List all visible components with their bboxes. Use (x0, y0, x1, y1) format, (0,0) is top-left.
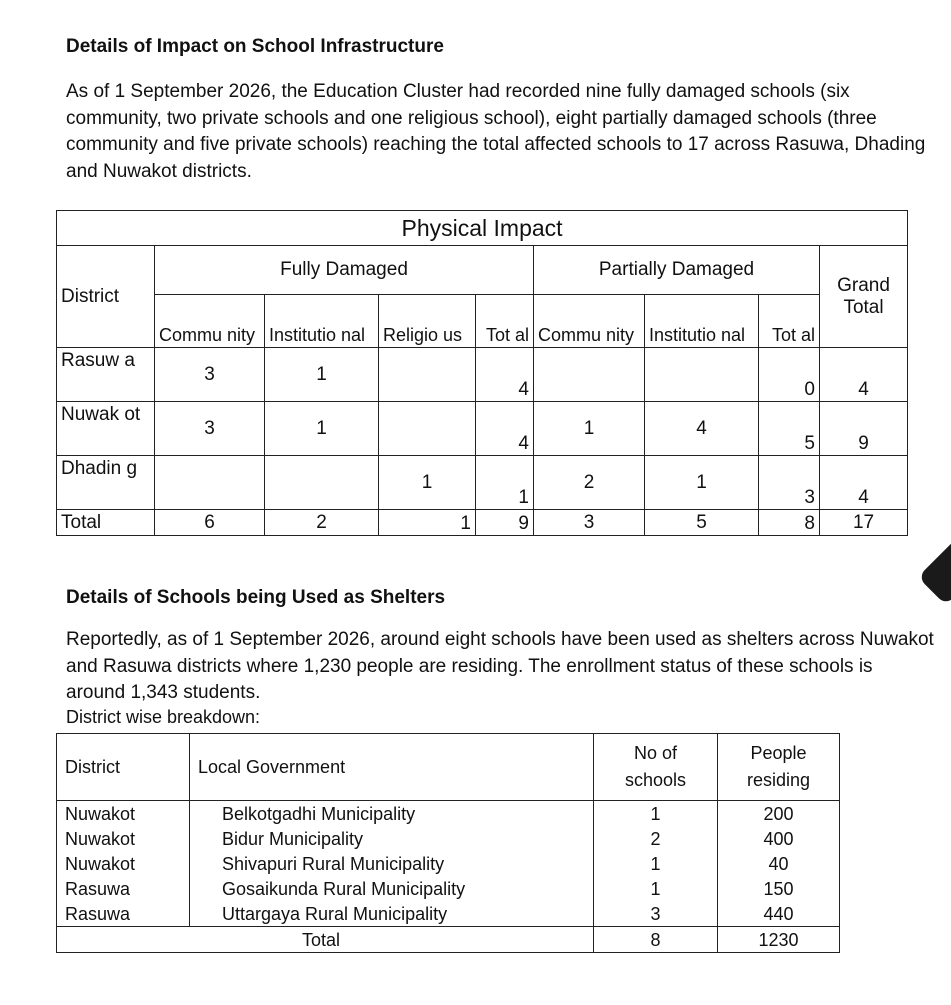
value-cell: 1 (645, 456, 759, 510)
total-cell: 3 (534, 510, 645, 536)
total-label: Total (57, 510, 155, 536)
grand-total-cell: 17 (820, 510, 908, 536)
value-cell (645, 348, 759, 402)
value-cell: 0 (759, 348, 820, 402)
value-cell (534, 348, 645, 402)
district-header: District (57, 246, 155, 348)
table-row (57, 801, 840, 827)
value-cell (379, 348, 476, 402)
total-row (57, 927, 840, 953)
pd-total-header: Tot al (759, 295, 820, 348)
shelter-table (56, 733, 840, 953)
impact-paragraph: As of 1 September 2026, the Education Cluster had recorded nine fully damaged schools (six community, two private schools and one religious school), eight partially damaged schools (three community and five private schools) reaching the total affected schools to 17 across Rasuwa, Dhading and Nuwakot districts. (66, 81, 926, 182)
value-cell: 2 (534, 456, 645, 510)
district-cell: Nuwakot (57, 801, 190, 827)
district-cell: Nuwak ot (57, 402, 155, 456)
value-cell: 3 (155, 348, 265, 402)
physical-impact-table (56, 210, 908, 536)
table-row (57, 851, 840, 876)
section-heading-impact: Details of Impact on School Infrastructure (66, 36, 444, 57)
district-col-header: District (57, 734, 190, 801)
table-row (57, 826, 840, 851)
district-cell: Nuwakot (57, 851, 190, 876)
fd-religious-header: Religio us (379, 295, 476, 348)
total-label: Total (57, 927, 594, 953)
partially-damaged-header: Partially Damaged (534, 246, 820, 295)
people-cell: 150 (718, 876, 840, 901)
fd-institutional-header: Institutio nal (265, 295, 379, 348)
fd-total-header: Tot al (476, 295, 534, 348)
total-cell: 8 (759, 510, 820, 536)
section-heading-shelters: Details of Schools being Used as Shelters (66, 587, 446, 608)
people-col-header: People residing (718, 734, 840, 801)
value-cell (379, 402, 476, 456)
grand-total-cell: 9 (820, 402, 908, 456)
district-cell: Rasuwa (57, 901, 190, 927)
local-government-cell: Gosaikunda Rural Municipality (190, 876, 594, 901)
value-cell: 4 (476, 402, 534, 456)
people-cell: 440 (718, 901, 840, 927)
district-cell: Dhadin g (57, 456, 155, 510)
local-government-cell: Belkotgadhi Municipality (190, 801, 594, 827)
value-cell (265, 456, 379, 510)
schools-cell: 1 (594, 851, 718, 876)
fd-community-header: Commu nity (155, 295, 265, 348)
side-tab-shape (918, 535, 951, 606)
table-title: Physical Impact (57, 211, 908, 246)
local-government-cell: Bidur Municipality (190, 826, 594, 851)
value-cell: 1 (534, 402, 645, 456)
total-cell: 5 (645, 510, 759, 536)
people-cell: 40 (718, 851, 840, 876)
value-cell: 3 (759, 456, 820, 510)
local-government-cell: Shivapuri Rural Municipality (190, 851, 594, 876)
people-total-cell: 1230 (718, 927, 840, 953)
fully-damaged-header: Fully Damaged (155, 246, 534, 295)
people-cell: 400 (718, 826, 840, 851)
total-cell: 1 (379, 510, 476, 536)
total-cell: 2 (265, 510, 379, 536)
value-cell: 5 (759, 402, 820, 456)
schools-cell: 1 (594, 801, 718, 827)
district-cell: Rasuw a (57, 348, 155, 402)
pd-community-header: Commu nity (534, 295, 645, 348)
table-row (57, 402, 908, 456)
pd-institutional-header: Institutio nal (645, 295, 759, 348)
schools-cell: 1 (594, 876, 718, 901)
value-cell: 4 (645, 402, 759, 456)
value-cell: 3 (155, 402, 265, 456)
value-cell: 4 (476, 348, 534, 402)
total-row (57, 510, 908, 536)
table-row (57, 876, 840, 901)
district-cell: Nuwakot (57, 826, 190, 851)
value-cell (155, 456, 265, 510)
people-cell: 200 (718, 801, 840, 827)
value-cell: 1 (265, 348, 379, 402)
total-cell: 9 (476, 510, 534, 536)
table-row (57, 901, 840, 927)
value-cell: 1 (476, 456, 534, 510)
grand-total-cell: 4 (820, 456, 908, 510)
schools-cell: 3 (594, 901, 718, 927)
value-cell: 1 (265, 402, 379, 456)
grand-total-cell: 4 (820, 348, 908, 402)
table-row (57, 456, 908, 510)
total-cell: 6 (155, 510, 265, 536)
breakdown-label: District wise breakdown: (66, 707, 261, 727)
table-row (57, 348, 908, 402)
schools-total-cell: 8 (594, 927, 718, 953)
schools-col-header: No of schools (594, 734, 718, 801)
value-cell: 1 (379, 456, 476, 510)
district-cell: Rasuwa (57, 876, 190, 901)
local-government-cell: Uttargaya Rural Municipality (190, 901, 594, 927)
shelters-paragraph: Reportedly, as of 1 September 2026, around eight schools have been used as shelters across Nuwakot and Rasuwa districts where 1,230 people are residing. The enrollment status of these schools is around 1,343 students. (66, 629, 934, 703)
grand-total-header: Grand Total (820, 246, 908, 348)
local-government-col-header: Local Government (190, 734, 594, 801)
schools-cell: 2 (594, 826, 718, 851)
